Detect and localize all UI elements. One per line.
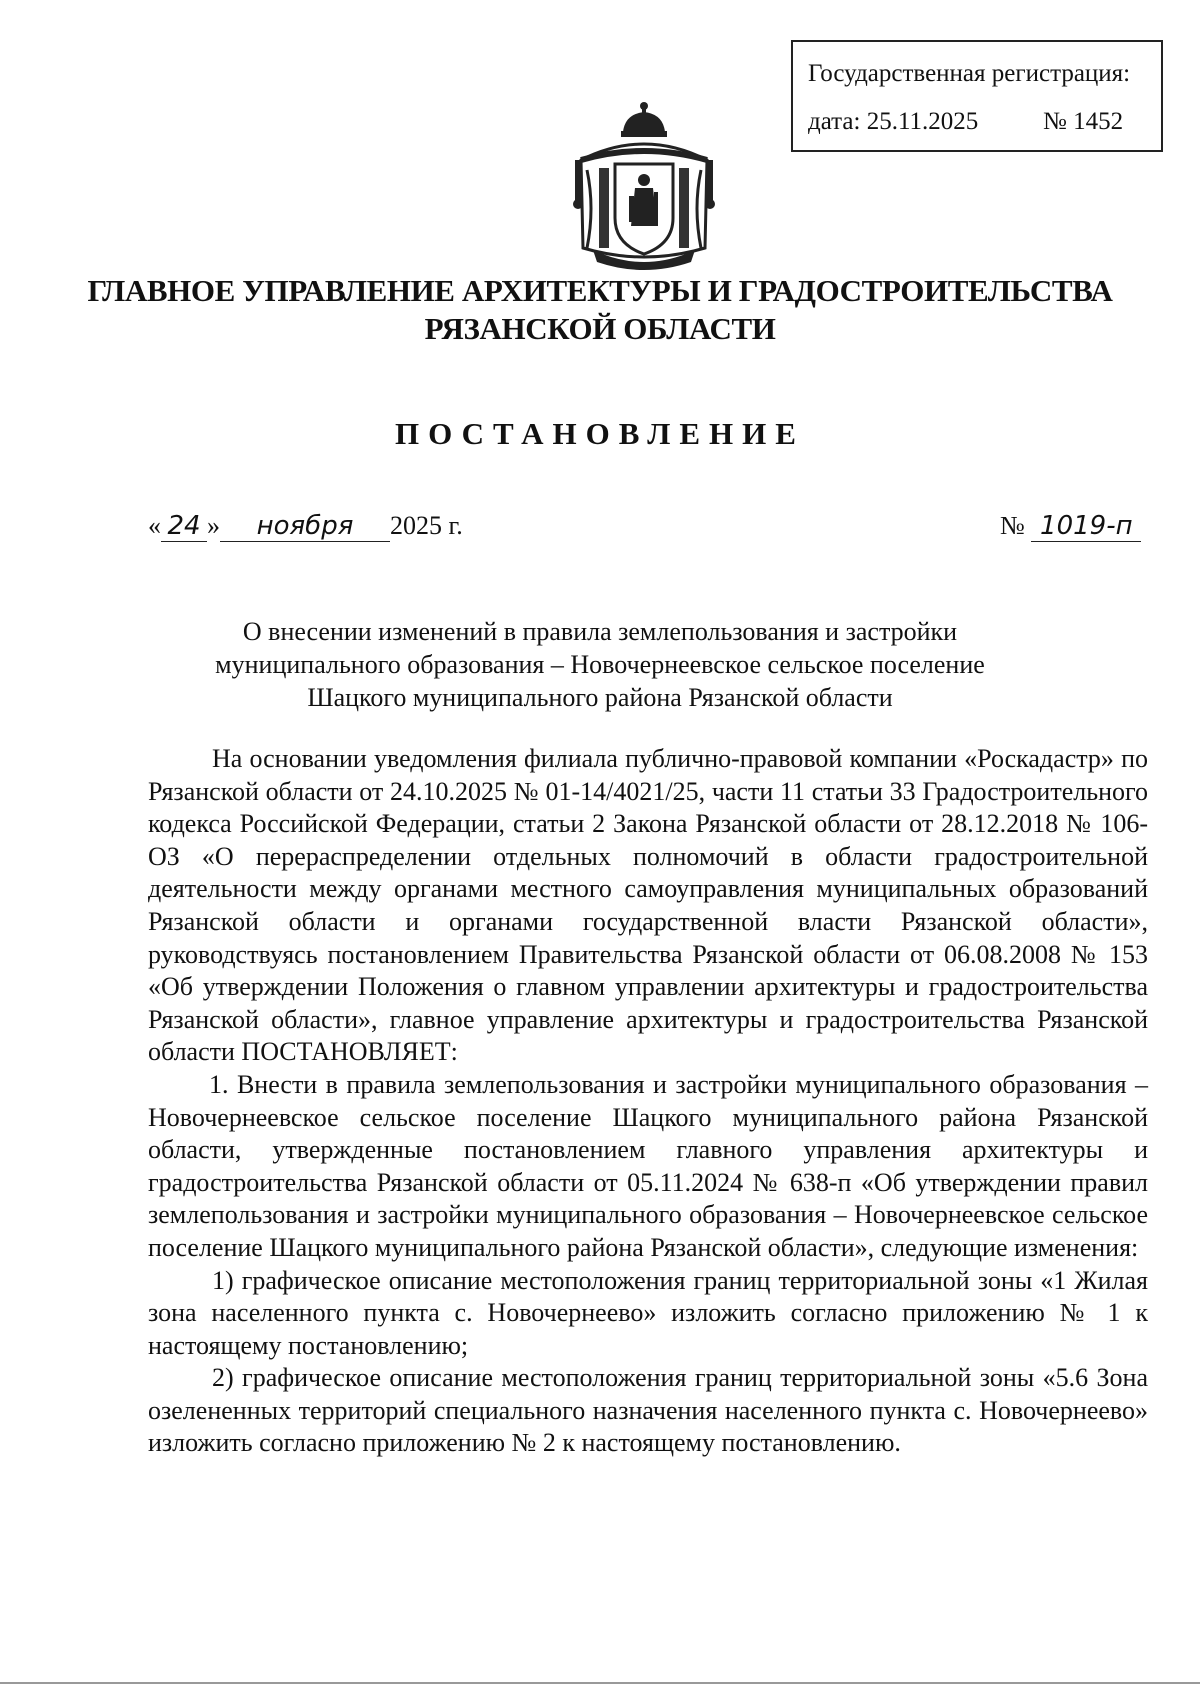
subitem-2-paragraph: 2) графическое описание местоположения границ территориальной зоны «5.6 Зона озелененных территорий специального назначения населенного пункта с. Новочернеево» изложить согласно приложению № 2 к настоящему постановлению.	[148, 1363, 1148, 1458]
registration-stamp	[791, 40, 1163, 152]
subitem-1-paragraph: 1) графическое описание местоположения границ территориальной зоны «1 Жилая зона населенного пункта с. Новочернеево» изложить согласно приложению № 1 к настоящему постановлению;	[148, 1265, 1148, 1360]
title-line1: О внесении изменений в правила землепользования и застройки	[242, 617, 958, 646]
title-line2: муниципального образования – Новочернеевское сельское поселение	[215, 650, 985, 679]
registration-number: № 1452	[1043, 108, 1124, 135]
document-title	[100, 615, 1100, 714]
preamble-paragraph: На основании уведомления филиала публично-правовой компании «Роскадастр» по Рязанской области от 24.10.2025 № 01-14/4021/25, части 11 статьи 33 Градостроительного кодекса Российской Федерации, статьи 2 Закона Рязанской области от 28.12.2018 № 106-ОЗ «О перераспределении отдельных полномочий в области градостроительной деятельности между органами местного самоуправления муниципальных образований Рязанской области и органами государственной власти Рязанской области», руководствуясь постановлением Правительства Рязанской области от 06.08.2008 № 153 «Об утверждении Положения о главном управлении архитектуры и градостроительства Рязанской области», главное управление архитектуры и градостроительства Рязанской области ПОСТАНОВЛЯЕТ:	[148, 744, 1148, 1067]
date-year: 2025 г.	[390, 511, 463, 540]
agency-name	[60, 272, 1140, 348]
document-body	[148, 743, 1148, 1460]
date-day: 24	[161, 511, 207, 542]
document-date	[148, 511, 463, 542]
registration-date: дата: 25.11.2025	[808, 108, 979, 135]
document-number	[1000, 511, 1141, 542]
document-type-heading: ПОСТАНОВЛЕНИЕ	[395, 416, 805, 451]
date-open-quote: «	[148, 511, 161, 540]
date-month: ноября	[220, 511, 390, 542]
number-value: 1019-п	[1031, 511, 1141, 542]
date-close-quote: »	[207, 511, 220, 540]
agency-name-line1: ГЛАВНОЕ УПРАВЛЕНИЕ АРХИТЕКТУРЫ И ГРАДОСТРОИТЕЛЬСТВА	[87, 273, 1113, 308]
agency-name-line2: РЯЗАНСКОЙ ОБЛАСТИ	[424, 311, 776, 346]
item-1-paragraph: 1. Внести в правила землепользования и застройки муниципального образования – Новочернеевское сельское поселение Шацкого муниципального района Рязанской области, утвержденные постановлением главного управления архитектуры и градостроительства Рязанской области от 05.11.2024 № 638-п «Об утверждении правил землепользования и застройки муниципального образования – Новочернеевское сельское поселение Шацкого муниципального района Рязанской области», следующие изменения:	[148, 1069, 1148, 1262]
scan-edge-line	[0, 1682, 1200, 1684]
title-line3: Шацкого муниципального района Рязанской области	[307, 683, 893, 712]
coat-of-arms-icon	[573, 98, 715, 270]
registration-title: Государственная регистрация:	[808, 60, 1131, 87]
number-prefix: №	[1000, 511, 1025, 540]
